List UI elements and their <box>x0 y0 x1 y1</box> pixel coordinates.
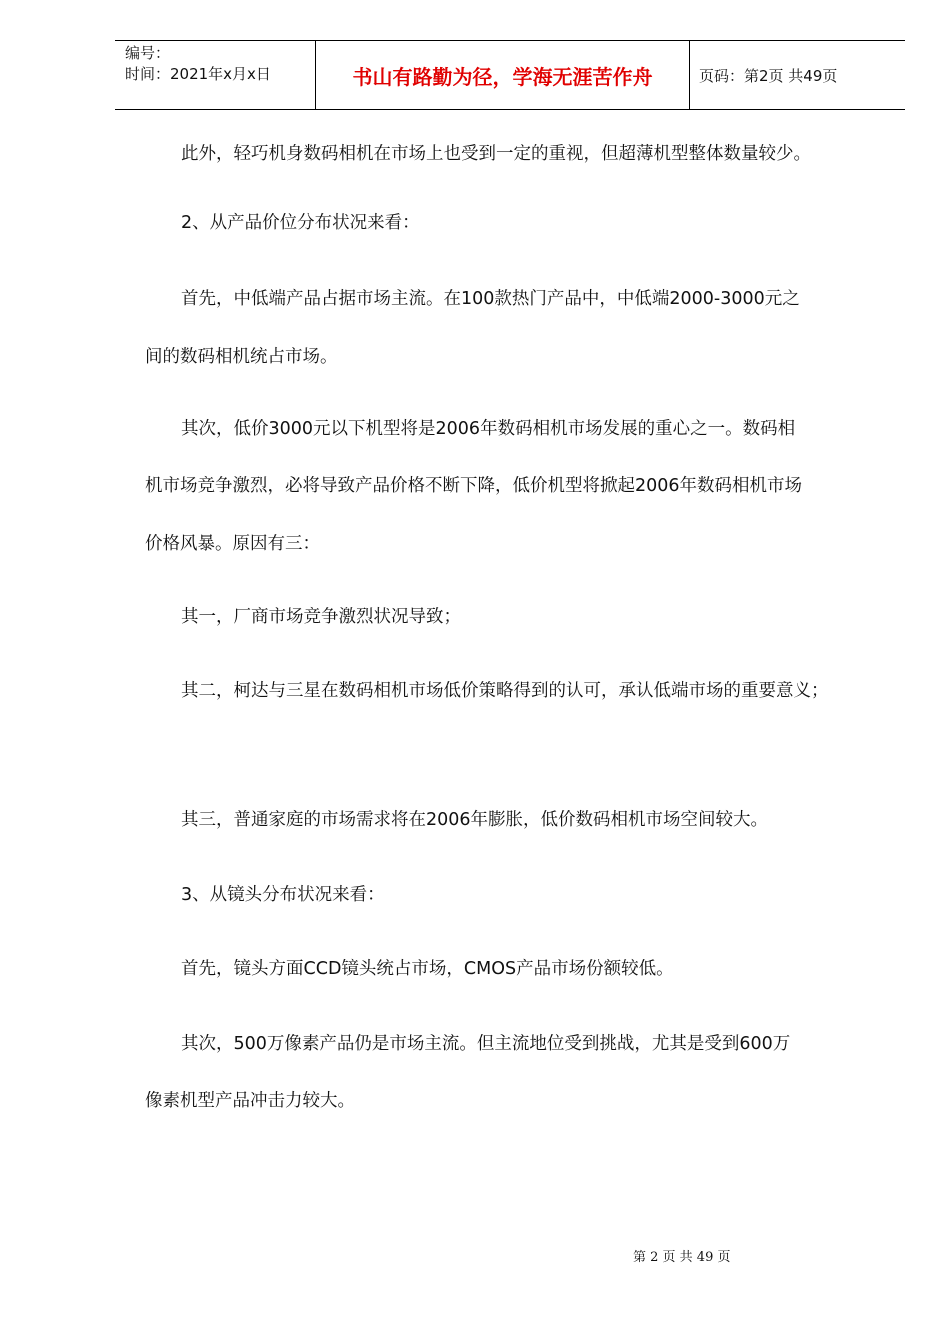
paragraph-line: 其二，柯达与三星在数码相机市场低价策略得到的认可，承认低端市场的重要意义； <box>181 681 829 701</box>
paragraph-line: 价格风暴。原因有三： <box>145 534 320 554</box>
document-number-label: 编号： <box>125 44 171 62</box>
header-meta <box>115 41 316 109</box>
paragraph-line: 像素机型产品冲击力较大。 <box>145 1091 355 1111</box>
page-header <box>115 40 905 110</box>
header-motto: 书山有路勤为径，学海无涯苦作舟 <box>316 41 690 109</box>
paragraph-line: 首先，镜头方面CCD镜头统占市场，CMOS产品市场份额较低。 <box>181 959 674 979</box>
paragraph-line: 间的数码相机统占市场。 <box>145 347 338 367</box>
paragraph-line: 首先，中低端产品占据市场主流。在100款热门产品中，中低端2000-3000元之 <box>181 289 800 309</box>
paragraph-line: 机市场竞争激烈，必将导致产品价格不断下降，低价机型将掀起2006年数码相机市场 <box>145 476 803 496</box>
paragraph-line: 其一，厂商市场竞争激烈状况导致； <box>181 607 461 627</box>
document-date-label: 时间：2021年x月x日 <box>125 65 271 83</box>
paragraph-line: 其三，普通家庭的市场需求将在2006年膨胀，低价数码相机市场空间较大。 <box>181 810 769 830</box>
header-page-info: 页码：第2页 共49页 <box>699 66 838 85</box>
paragraph-line: 此外，轻巧机身数码相机在市场上也受到一定的重视，但超薄机型整体数量较少。 <box>181 144 811 164</box>
section-heading: 2、从产品价位分布状况来看： <box>181 213 420 233</box>
section-heading: 3、从镜头分布状况来看： <box>181 885 385 905</box>
paragraph-line: 其次，低价3000元以下机型将是2006年数码相机市场发展的重心之一。数码相 <box>181 419 796 439</box>
paragraph-line: 其次，500万像素产品仍是市场主流。但主流地位受到挑战，尤其是受到600万 <box>181 1034 791 1054</box>
page-footer: 第 2 页 共 49 页 <box>633 1250 731 1265</box>
